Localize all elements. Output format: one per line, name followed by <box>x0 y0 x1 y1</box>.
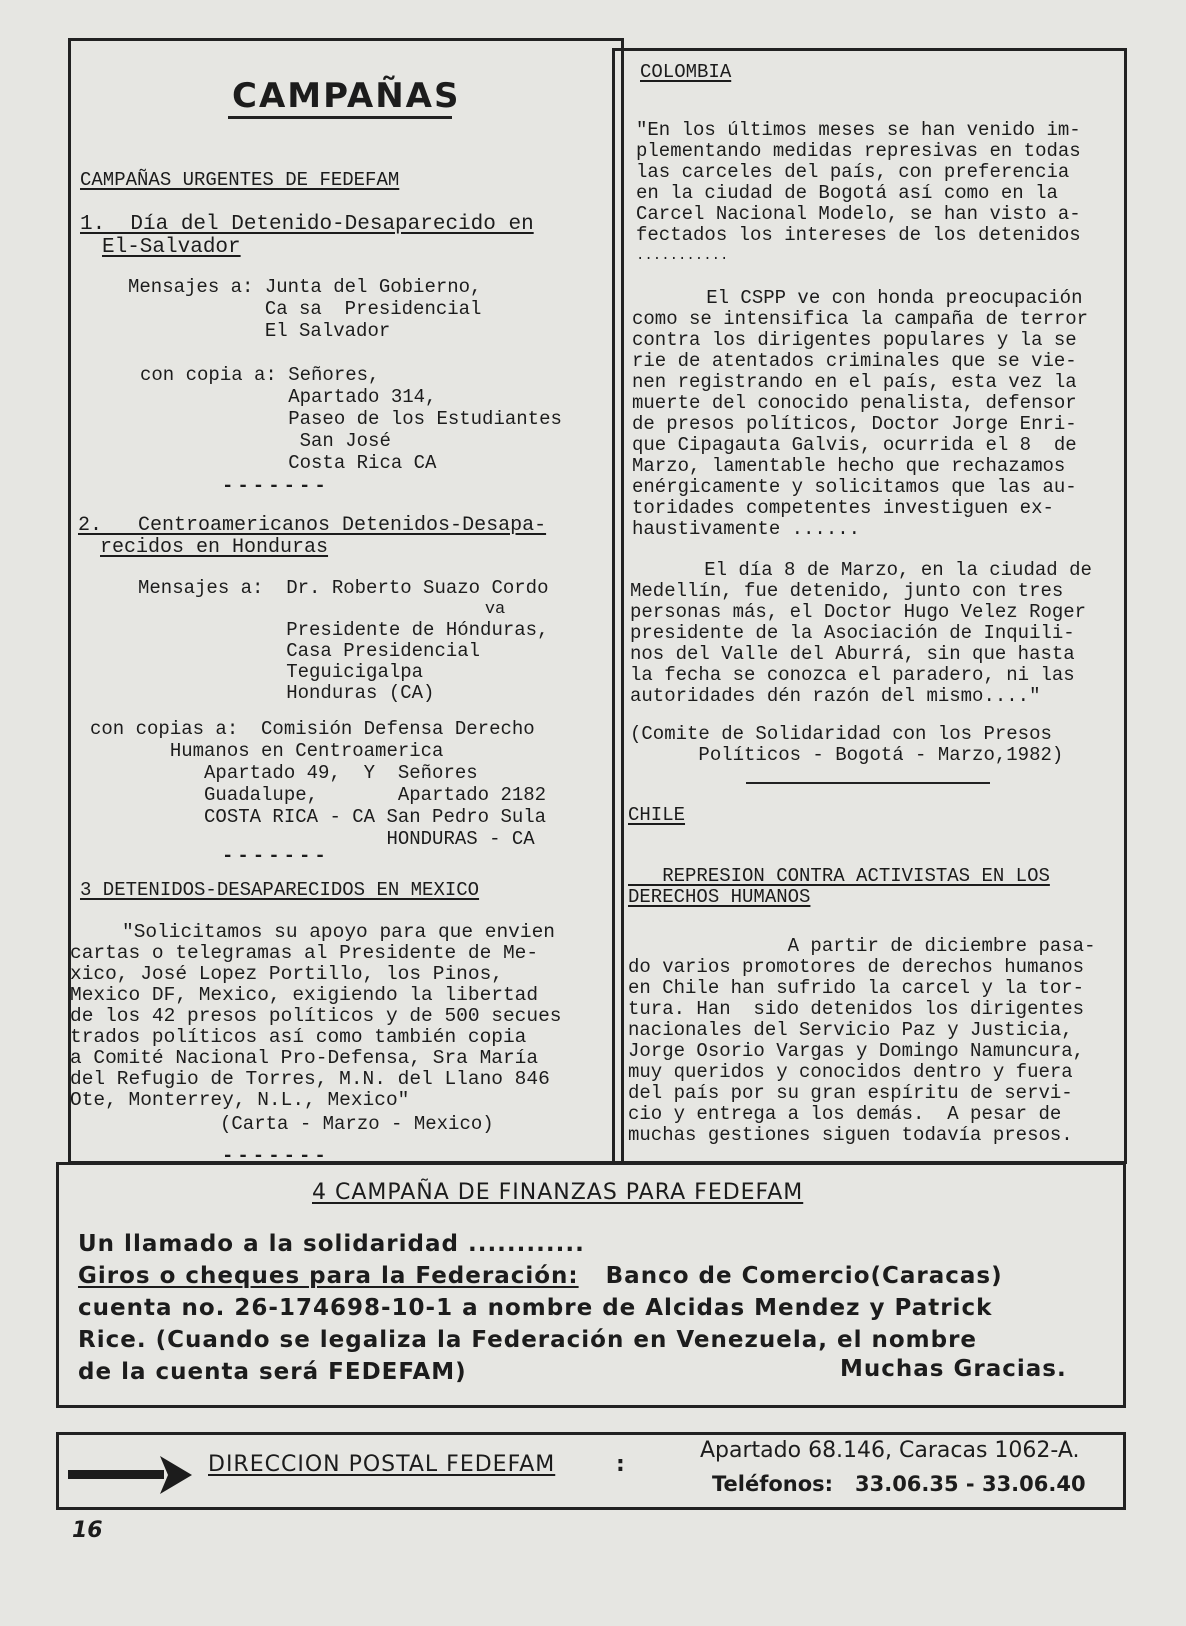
colombia-para2-line: muerte del conocido penalista, defensor <box>632 392 1077 414</box>
colombia-para2-line: contra los dirigentes populares y la se <box>632 329 1077 351</box>
chile-subheading-line: REPRESION CONTRA ACTIVISTAS EN LOS <box>628 865 1050 887</box>
colombia-para1-line: las carceles del país, con preferencia <box>636 161 1070 183</box>
item1-copy-line: San José <box>140 430 391 452</box>
chile-body-line: A partir de diciembre pasa- <box>628 935 1096 957</box>
item1-heading-line: 1. Día del Detenido-Desaparecido en <box>80 213 534 236</box>
colombia-para2-line: rie de atentados criminales que se vie- <box>632 350 1077 372</box>
colombia-para3 <box>630 560 1092 707</box>
colombia-source-line: Políticos - Bogotá - Marzo,1982) <box>630 744 1064 766</box>
item1-copy-line: con copia a: Señores, <box>140 364 380 386</box>
postal-colon: : <box>616 1452 625 1477</box>
colombia-para1 <box>636 120 1081 267</box>
item3-body-line: cartas o telegramas al Presidente de Me- <box>70 942 539 964</box>
chile-body-line: do varios promotores de derechos humanos <box>628 956 1085 978</box>
item2-copies-line: HONDURAS - CA <box>90 828 535 850</box>
item2-messages-line: Presidente de Hónduras, <box>138 619 549 641</box>
colombia-para3-line: El día 8 de Marzo, en la ciudad de <box>670 559 1092 581</box>
colombia-para2-line: como se intensifica la campaña de terror <box>632 308 1089 330</box>
colombia-para2-line: enérgicamente y solicitamos que las au- <box>632 476 1077 498</box>
chile-body-line: cio y entrega a los demás. A pesar de <box>628 1103 1062 1125</box>
chile-heading: CHILE <box>628 804 686 826</box>
postal-address: Apartado 68.146, Caracas 1062-A. <box>700 1438 1080 1463</box>
item1-messages <box>128 276 481 342</box>
colombia-para1-line: ........... <box>636 248 729 264</box>
chile-subheading <box>628 866 1050 908</box>
colombia-para2-line: El CSPP ve con honda preocupación <box>672 287 1083 309</box>
finance-line5-left: de la cuenta será FEDEFAM) <box>78 1359 467 1385</box>
finance-heading: 4 CAMPAÑA DE FINANZAS PARA FEDEFAM <box>312 1180 804 1205</box>
item2-copies-line: Guadalupe, Apartado 2182 <box>90 784 547 806</box>
colombia-para2-line: haustivamente ...... <box>632 518 861 540</box>
item3-body-line: "Solicitamos su apoyo para que envien <box>122 921 555 943</box>
item1-messages-line: El Salvador <box>128 320 391 342</box>
colombia-para1-line: en la ciudad de Bogotá así como en la <box>636 182 1058 204</box>
finance-line: Rice. (Cuando se legaliza la Federación en Venezuela, el nombre <box>78 1327 978 1353</box>
finance-line: cuenta no. 26-174698-10-1 a nombre de Alcidas Mendez y Patrick <box>78 1295 993 1321</box>
postal-label: DIRECCION POSTAL FEDEFAM <box>208 1452 556 1477</box>
item2-messages-line: Teguicigalpa <box>138 661 424 683</box>
colombia-source-line: (Comite de Solidaridad con los Presos <box>630 723 1052 745</box>
item2-copies-line: COSTA RICA - CA San Pedro Sula <box>90 806 547 828</box>
title-underline <box>228 116 452 119</box>
item2-copies-line: Humanos en Centroamerica <box>90 740 444 762</box>
colombia-para1-line: Carcel Nacional Modelo, se han visto a- <box>636 203 1081 225</box>
colombia-para1-line: plementando medidas represivas en todas <box>636 140 1081 162</box>
item2-messages-line: va <box>138 600 506 619</box>
chile-body-line: nacionales del Servicio Paz y Justicia, <box>628 1019 1073 1041</box>
chile-body-line: Jorge Osorio Vargas y Domingo Namuncura, <box>628 1040 1085 1062</box>
page-number: 16 <box>72 1518 103 1543</box>
item3-body <box>70 922 561 1111</box>
item3-body-line: xico, José Lopez Portillo, los Pinos, <box>70 963 503 985</box>
finance-line-2 <box>78 1260 1003 1292</box>
item3-source: (Carta - Marzo - Mexico) <box>220 1113 494 1135</box>
item3-heading: 3 DETENIDOS-DESAPARECIDOS EN MEXICO <box>80 879 480 901</box>
colombia-para2 <box>632 288 1088 540</box>
colombia-para3-line: nos del Valle del Aburrá, sin que hasta <box>630 643 1075 665</box>
item2-heading <box>78 515 546 559</box>
item2-messages-line: Mensajes a: Dr. Roberto Suazo Cordo <box>138 577 549 599</box>
item1-copy-line: Costa Rica CA <box>140 452 437 474</box>
colombia-para2-line: nen registrando en el país, esta vez la <box>632 371 1077 393</box>
item1-messages-line: Mensajes a: Junta del Gobierno, <box>128 276 482 298</box>
finance-bank: Banco de Comercio(Caracas) <box>578 1263 1003 1289</box>
separator: ------- <box>222 1145 330 1167</box>
item3-body-line: Mexico DF, Mexico, exigiendo la libertad <box>70 984 539 1006</box>
item2-messages <box>138 578 548 704</box>
colombia-para2-line: que Cipagauta Galvis, ocurrida el 8 de <box>632 434 1077 456</box>
finance-thanks: Muchas Gracias. <box>840 1356 1067 1382</box>
item2-messages-line: Honduras (CA) <box>138 682 435 704</box>
item1-copy-line: Apartado 314, <box>140 386 437 408</box>
item2-messages-line: Casa Presidencial <box>138 640 481 662</box>
item2-heading-line: 2. Centroamericanos Detenidos-Desapa- <box>78 514 547 537</box>
colombia-source <box>630 724 1063 766</box>
chile-body <box>628 936 1095 1146</box>
item1-copy <box>140 364 562 474</box>
item2-copies-line: con copias a: Comisión Defensa Derecho <box>90 718 535 740</box>
colombia-para2-line: Marzo, lamentable hecho que rechazamos <box>632 455 1066 477</box>
colombia-heading: COLOMBIA <box>640 61 732 83</box>
colombia-para3-line: Medellín, fue detenido, junto con tres <box>630 580 1064 602</box>
chile-body-line: muchas gestiones siguen todavía presos. <box>628 1124 1073 1146</box>
page-title: CAMPAÑAS <box>232 76 461 116</box>
item3-body-line: de los 42 presos políticos y de 500 secues <box>70 1005 562 1027</box>
chile-subheading-line: DERECHOS HUMANOS <box>628 886 811 908</box>
item1-copy-line: Paseo de los Estudiantes <box>140 408 562 430</box>
item1-messages-line: Ca sa Presidencial <box>128 298 482 320</box>
chile-body-line: del país por su gran espíritu de servi- <box>628 1082 1073 1104</box>
item1-heading <box>80 213 534 259</box>
chile-body-line: muy queridos y conocidos dentro y fuera <box>628 1061 1073 1083</box>
colombia-divider <box>746 782 990 784</box>
separator: ------- <box>222 475 330 497</box>
section-heading: CAMPAÑAS URGENTES DE FEDEFAM <box>80 169 400 191</box>
arrow-icon <box>68 1452 194 1498</box>
finance-line: Un llamado a la solidaridad ............ <box>78 1231 585 1257</box>
item2-heading-line: recidos en Honduras <box>100 536 329 559</box>
item2-copies-line: Apartado 49, Y Señores <box>90 762 478 784</box>
finance-giros-label: Giros o cheques para la Federación: <box>78 1263 579 1289</box>
chile-body-line: tura. Han sido detenidos los dirigentes <box>628 998 1085 1020</box>
colombia-para3-line: autoridades dén razón del mismo...." <box>630 685 1041 707</box>
colombia-para1-line: fectados los intereses de los detenidos <box>636 224 1081 246</box>
chile-body-line: en Chile han sufrido la carcel y la tor- <box>628 977 1085 999</box>
colombia-para3-line: la fecha se conozca el paradero, ni las <box>630 664 1075 686</box>
colombia-para3-line: presidente de la Asociación de Inquili- <box>630 622 1075 644</box>
item3-body-line: del Refugio de Torres, M.N. del Llano 846 <box>70 1068 550 1090</box>
item3-body-line: trados políticos así como también copia <box>70 1026 527 1048</box>
item1-heading-line: El-Salvador <box>102 236 241 259</box>
colombia-para2-line: toridades competentes investiguen ex- <box>632 497 1054 519</box>
postal-phones: Teléfonos: 33.06.35 - 33.06.40 <box>712 1472 1086 1496</box>
colombia-para3-line: personas más, el Doctor Hugo Velez Roger <box>630 601 1087 623</box>
colombia-para1-line: "En los últimos meses se han venido im- <box>636 119 1081 141</box>
item2-copies <box>90 718 546 850</box>
separator: ------- <box>222 845 330 867</box>
item3-body-line: Ote, Monterrey, N.L., Mexico" <box>70 1089 410 1111</box>
colombia-para2-line: de presos políticos, Doctor Jorge Enri- <box>632 413 1077 435</box>
item3-body-line: a Comité Nacional Pro-Defensa, Sra María <box>70 1047 539 1069</box>
